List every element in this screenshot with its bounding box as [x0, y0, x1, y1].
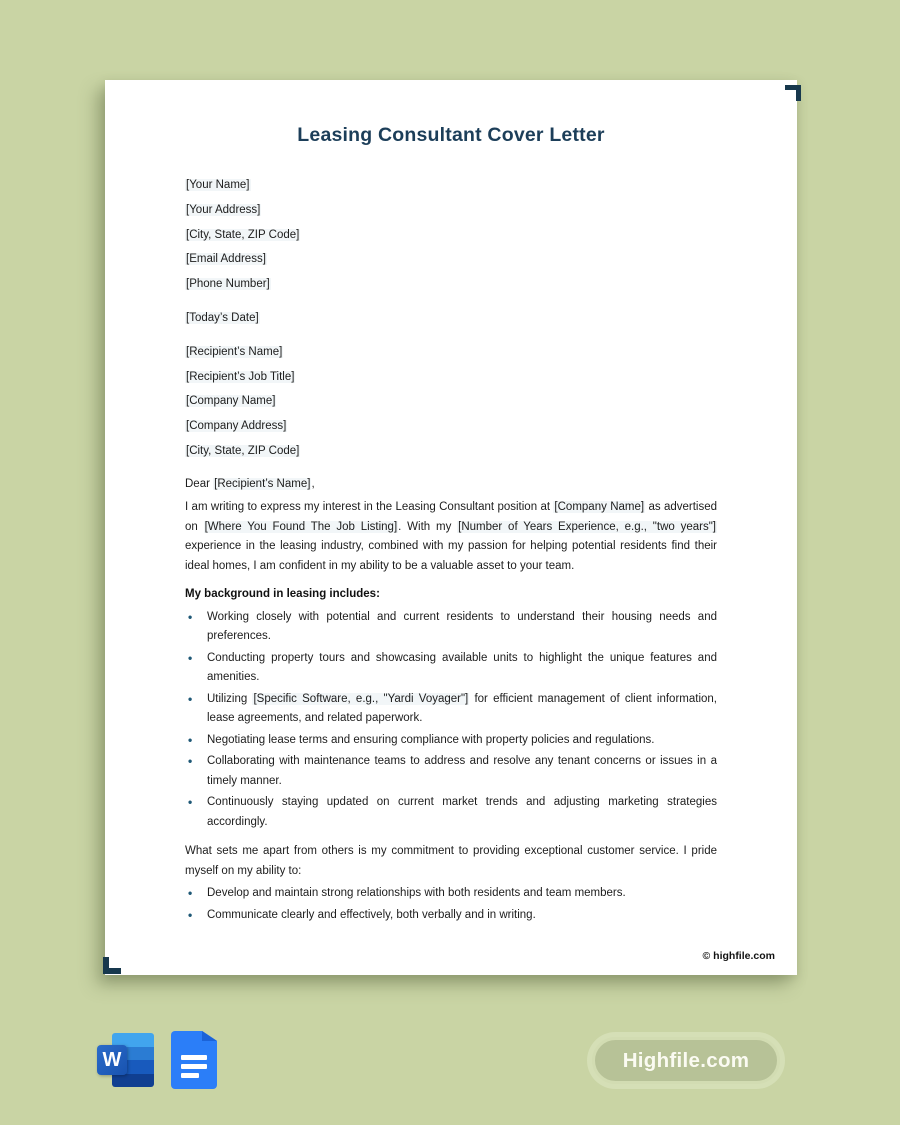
list-item: • Conducting property tours and showcasing available units to highlight the unique features and amenities. — [185, 649, 717, 688]
sender-line: [City, State, ZIP Code] — [186, 228, 300, 241]
sender-line: [Email Address] — [186, 253, 266, 266]
recipient-address-block — [185, 340, 717, 464]
list-item: • Develop and maintain strong relationships with both residents and team members. — [185, 884, 717, 904]
sender-address-block — [185, 173, 717, 297]
sender-line: [Your Name] — [186, 179, 250, 191]
corner-crop-mark-bottom-left — [103, 957, 121, 974]
list-item: • Communicate clearly and effectively, both verbally and in writing. — [185, 906, 717, 926]
google-docs-icon[interactable] — [171, 1031, 217, 1089]
list-item: • Collaborating with maintenance teams to address and resolve any tenant concerns or issues in a timely manner. — [185, 752, 717, 791]
background-bullet-list — [185, 608, 717, 833]
intro-paragraph: I am writing to express my interest in the Leasing Consultant position at [Company Name] as advertised on [Where You Found The Job Listing]. With my [Number of Years Experience, e.g., "two years"] experience in the leasing industry, combined with my passion for helping potential residents find their ideal homes, I am confident in my ability to be a valuable asset to your team. — [185, 501, 718, 572]
recipient-line: [City, State, ZIP Code] — [186, 444, 300, 457]
recipient-line: [Recipient’s Job Title] — [186, 370, 295, 383]
recipient-line: [Company Address] — [186, 420, 287, 433]
document-page — [105, 80, 797, 975]
ability-bullet-list — [185, 884, 717, 925]
highfile-button[interactable]: Highfile.com — [592, 1037, 780, 1084]
sender-line: [Phone Number] — [186, 278, 270, 291]
recipient-line: [Recipient’s Name] — [186, 345, 283, 358]
sender-line: [Your Address] — [186, 203, 261, 216]
list-item: • Continuously staying updated on current market trends and adjusting marketing strategies accordingly. — [185, 793, 717, 832]
list-item: • Negotiating lease terms and ensuring compliance with property policies and regulations. — [185, 731, 717, 751]
letter-body — [185, 80, 717, 927]
page-title: Leasing Consultant Cover Letter — [297, 124, 605, 146]
word-w-badge: W — [97, 1045, 127, 1075]
copyright-note: © highfile.com — [702, 950, 775, 962]
ms-word-icon[interactable] — [97, 1031, 154, 1089]
date-line: [Today’s Date] — [186, 311, 259, 324]
closing-paragraph: What sets me apart from others is my commitment to providing exceptional customer service. I pride myself on my ability to: — [185, 845, 717, 877]
list-item: • Utilizing [Specific Software, e.g., "Yardi Voyager"] for efficient management of client information, lease agreements, and related paperwork. — [185, 690, 717, 729]
salutation: Dear [Recipient’s Name], — [185, 477, 315, 490]
recipient-line: [Company Name] — [186, 395, 276, 408]
corner-crop-mark-top-right — [785, 85, 801, 101]
background-heading: My background in leasing includes: — [185, 588, 380, 601]
gdocs-folded-corner — [202, 1031, 217, 1041]
list-item: • Working closely with potential and current residents to understand their housing needs and preferences. — [185, 608, 717, 647]
